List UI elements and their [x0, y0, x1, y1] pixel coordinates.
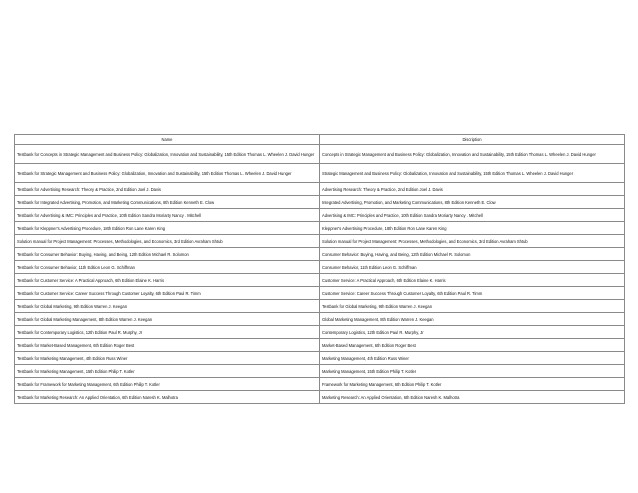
table-row: [15, 326, 625, 339]
cell-name: Testbank for Consumer Behavior: Buying, Having, and Being, 12th Edition Michael R. Solomon: [15, 248, 320, 261]
cell-name: Testbank for Contemporary Logistics, 12th Edition Paul R. Murphy, Jr: [15, 326, 320, 339]
cell-name: Testbank for Consumer Behavior, 11th Edition Leon G. Schiffman: [15, 261, 320, 274]
cell-description: Market-Based Management, 6th Edition Roger Best: [320, 339, 625, 352]
table-row: [15, 391, 625, 404]
table-row: [15, 235, 625, 248]
column-header-name: Name: [15, 135, 320, 145]
table-row: [15, 339, 625, 352]
cell-description: Global Marketing Management, 8th Edition Warren J. Keegan: [320, 313, 625, 326]
cell-name: Testbank for Marketing Research: An Applied Orientation, 6th Edition Naresh K. Malhotra: [15, 391, 320, 404]
cell-name: Testbank for Global Marketing, 9th Edition Warren J. Keegan: [15, 300, 320, 313]
cell-name: Testbank for Global Marketing Management, 8th Edition Warren J. Keegan: [15, 313, 320, 326]
table-row: [15, 248, 625, 261]
cell-description: Advertising Research: Theory & Practice, 2nd Edition Joel J. Davis: [320, 183, 625, 196]
cell-description: Marketing Management, 15th Edition Philip T. Kotler: [320, 365, 625, 378]
cell-name: Testbank for Marketing Management, 4th Edition Russ Winer: [15, 352, 320, 365]
cell-name: Testbank for Customer Service: Career Success Through Customer Loyalty, 6th Edition Paul R. Timm: [15, 287, 320, 300]
table-row: [15, 365, 625, 378]
cell-description: Integrated Advertising, Promotion, and Marketing Communications, 8th Edition Kenneth E. Clow: [320, 196, 625, 209]
cell-description: Testbank for Global Marketing, 9th Edition Warren J. Keegan: [320, 300, 625, 313]
table-row: [15, 287, 625, 300]
product-table: [14, 134, 625, 404]
cell-name: Testbank for Advertising Research: Theory & Practice, 2nd Edition Joel J. Davis: [15, 183, 320, 196]
cell-description: Contemporary Logistics, 12th Edition Paul R. Murphy, Jr: [320, 326, 625, 339]
table-row: [15, 352, 625, 365]
header-row: [15, 135, 625, 145]
cell-name: Testbank for Advertising & IMC: Principles and Practice, 10th Edition Sandra Moriarty Nancy . Mitchell: [15, 209, 320, 222]
cell-name: Testbank for Marketing Management, 15th Edition Philip T. Kotler: [15, 365, 320, 378]
cell-description: Marketing Management, 4th Edition Russ Winer: [320, 352, 625, 365]
table-row: [15, 183, 625, 196]
cell-description: Marketing Research: An Applied Orientation, 6th Edition Naresh K. Malhotra: [320, 391, 625, 404]
table-row: [15, 196, 625, 209]
table-row: [15, 222, 625, 235]
table-row: [15, 209, 625, 222]
table-row: [15, 274, 625, 287]
cell-description: Concepts in Strategic Management and Business Policy: Globalization, Innovation and Sustainability, 15th Edition Thomas L. Wheelen J. David Hunger: [320, 145, 625, 164]
cell-name: Solution manual for Project Management: Processes, Methodologies, and Economics, 3rd Edition Avraham Shtub: [15, 235, 320, 248]
table-row: [15, 261, 625, 274]
table-row: [15, 313, 625, 326]
cell-description: Kleppner's Advertising Procedure, 18th Edition Ron Lane Karen King: [320, 222, 625, 235]
table-row: [15, 164, 625, 183]
table-row: [15, 378, 625, 391]
cell-description: Advertising & IMC: Principles and Practice, 10th Edition Sandra Moriarty Nancy . Mitchell: [320, 209, 625, 222]
column-header-description: Discription: [320, 135, 625, 145]
cell-description: Solution manual for Project Management: Processes, Methodologies, and Economics, 3rd Edition Avraham Shtub: [320, 235, 625, 248]
cell-name: Testbank for Kleppner's Advertising Procedure, 18th Edition Ron Lane Karen King: [15, 222, 320, 235]
cell-description: Consumer Behavior: Buying, Having, and Being, 12th Edition Michael R. Solomon: [320, 248, 625, 261]
cell-name: Testbank for Market-Based Management, 6th Edition Roger Best: [15, 339, 320, 352]
table-row: [15, 300, 625, 313]
table-row: [15, 145, 625, 164]
cell-description: Consumer Behavior, 11th Edition Leon G. Schiffman: [320, 261, 625, 274]
cell-description: Customer Service: Career Success Through Customer Loyalty, 6th Edition Paul R. Timm: [320, 287, 625, 300]
cell-description: Customer Service: A Practical Approach, 6th Edition Elaine K. Harris: [320, 274, 625, 287]
cell-name: Testbank for Integrated Advertising, Promotion, and Marketing Communications, 8th Edition Kenneth E. Clow: [15, 196, 320, 209]
cell-name: Testbank for Concepts in Strategic Management and Business Policy: Globalization, Innovation and Sustainability, 15th Edition Thomas L. Wheelen J. David Hunger: [15, 145, 320, 164]
cell-description: Strategic Management and Business Policy: Globalization, Innovation and Sustainability, 15th Edition Thomas L. Wheelen J. David Hunger: [320, 164, 625, 183]
cell-description: Framework for Marketing Management, 6th Edition Philip T. Kotler: [320, 378, 625, 391]
cell-name: Testbank for Customer Service: A Practical Approach, 6th Edition Elaine K. Harris: [15, 274, 320, 287]
cell-name: Testbank for Framework for Marketing Management, 6th Edition Philip T. Kotler: [15, 378, 320, 391]
cell-name: Testbank for Strategic Management and Business Policy: Globalization, Innovation and Sustainability, 15th Edition Thomas L. Wheelen J. David Hunger: [15, 164, 320, 183]
